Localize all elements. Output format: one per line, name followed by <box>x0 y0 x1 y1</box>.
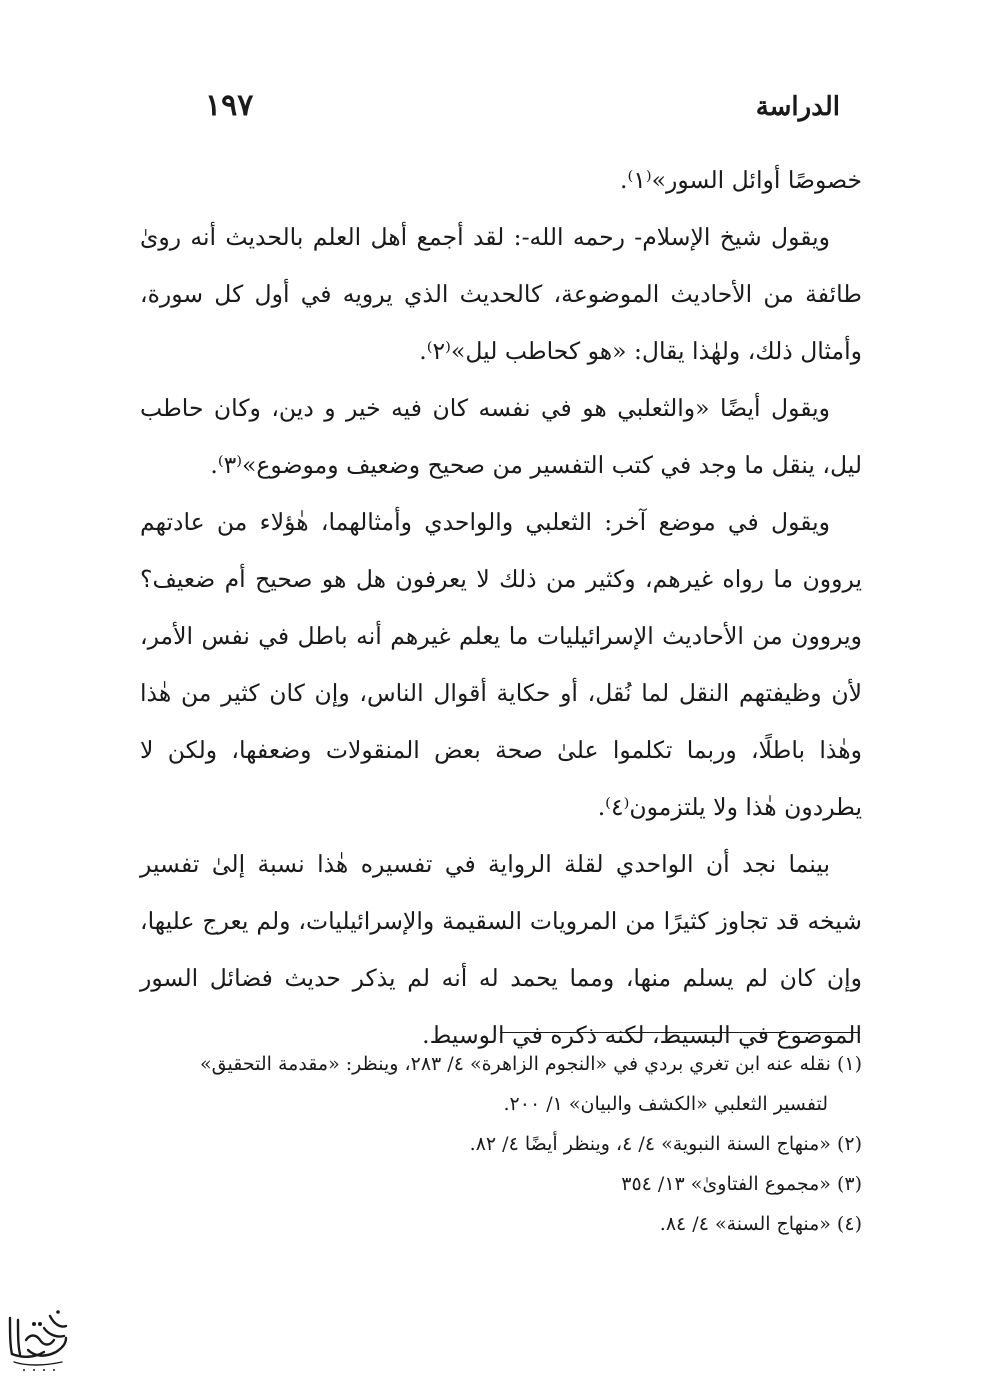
paragraph: خصوصًا أوائل السور»⁽١⁾. <box>619 166 862 194</box>
logo-icon <box>4 1298 70 1376</box>
paragraph: ويقول في موضع آخر: الثعلبي والواحدي وأمثالهما، هٰؤلاء من عادتهم يروون ما رواه غيرهم، وكثير من ذلك لا يعرفون هل هو صحيح أم ضعيف؟ ويروون من الأحاديث الإسرائيليات ما يعلم غيرهم أنه باطل في نفس الأمر، لأن وظيفتهم النقل لما نُقل، أو حكاية أقوال الناس، وإن كان كثير من هٰذا وهٰذا باطلًا، وربما تكلموا علىٰ صحة بعض المنقولات وضعفها، ولكن لا يطردون هٰذا ولا يلتزمون⁽٤⁾. <box>140 508 862 821</box>
footnotes <box>140 1044 862 1244</box>
footnote-divider <box>500 1032 860 1033</box>
paragraph: ويقول أيضًا «والثعلبي هو في نفسه كان فيه خير و دين، وكان حاطب ليل، ينقل ما وجد في كتب التفسير من صحيح وضعيف وموضوع»⁽٣⁾. <box>140 394 862 479</box>
footnote-1: (١) نقله عنه ابن تغري بردي في «النجوم الزاهرة» ٤/ ٢٨٣، وينظر: «مقدمة التحقيق» <box>200 1053 862 1075</box>
footnote-3: (٣) «مجموع الفتاوىٰ» ١٣/ ٣٥٤ <box>621 1173 862 1195</box>
paragraph: بينما نجد أن الواحدي لقلة الرواية في تفسيره هٰذا نسبة إلىٰ تفسير شيخه قد تجاوز كثيرًا من المرويات السقيمة والإسرائيليات، ولم يعرج عليها، وإن كان لم يسلم منها، ومما يحمد له أنه لم يذكر حديث فضائل السور الموضوع في البسيط، لكنه ذكره في الوسيط. <box>140 850 862 1049</box>
body-text <box>140 152 862 1064</box>
footnote-1-continuation: لتفسير الثعلبي «الكشف والبيان» ١/ ٢٠٠. <box>503 1093 828 1115</box>
page-number: ١٩٧ <box>205 88 254 123</box>
running-title: الدراسة <box>755 92 840 122</box>
footnote-2: (٢) «منهاج السنة النبوية» ٤/ ٤، وينظر أيضًا ٤/ ٨٢. <box>469 1133 862 1155</box>
calligraphy-logo <box>4 1298 70 1376</box>
paragraph: ويقول شيخ الإسلام- رحمه الله-: لقد أجمع أهل العلم بالحديث أنه روىٰ طائفة من الأحاديث الموضوعة، كالحديث الذي يرويه في أول كل سورة، وأمثال ذلك، ولهٰذا يقال: «هو كحاطب ليل»⁽٢⁾. <box>140 223 862 365</box>
footnote-4: (٤) «منهاج السنة» ٤/ ٨٤. <box>659 1213 862 1235</box>
